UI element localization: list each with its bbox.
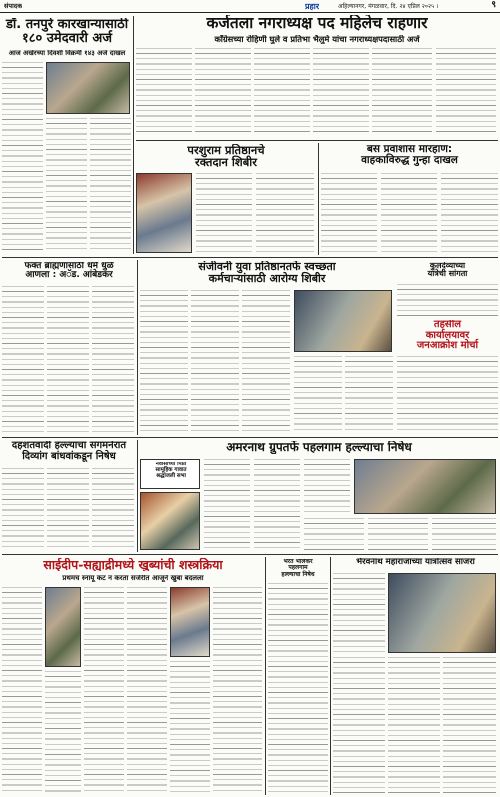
column-rule bbox=[330, 557, 331, 795]
text-column bbox=[47, 286, 89, 432]
text-column bbox=[441, 173, 498, 253]
text-column bbox=[432, 518, 496, 550]
article-karjat-subhead: कॉंग्रेसच्या रोहिणी घुले व प्रतिभा भैलुमे यांचा नगराध्यक्षपदासाठी अर्ज bbox=[214, 35, 420, 44]
text-column bbox=[368, 518, 428, 550]
text-column bbox=[84, 587, 124, 792]
article-parshuram bbox=[136, 143, 316, 255]
text-column bbox=[388, 657, 440, 793]
article-photo bbox=[45, 587, 81, 667]
headline-line-1: संजीवनी युवा प्रतिष्ठानतर्फे स्वच्छता bbox=[198, 261, 336, 273]
text-column bbox=[443, 657, 496, 793]
headline-line-2: रक्तदान शिबीर bbox=[195, 155, 257, 169]
article-photo bbox=[136, 173, 192, 253]
headline-line-2: वाहकाविरुद्ध गुन्हा दाखल bbox=[361, 154, 458, 167]
headline-line-2: कर्मचाऱ्यांसाठी आरोग्य शिबीर bbox=[208, 271, 326, 285]
text-column bbox=[92, 286, 134, 432]
section-rule bbox=[2, 437, 498, 438]
headline-line-1: नेवासाच्या पिंप्री bbox=[155, 462, 187, 467]
text-column bbox=[191, 290, 239, 432]
text-column bbox=[170, 661, 210, 792]
article-sanjivani bbox=[140, 260, 394, 435]
text-column bbox=[242, 290, 290, 432]
text-column bbox=[204, 459, 250, 549]
article-karjat bbox=[136, 14, 498, 139]
newspaper-logo: प्रहार bbox=[305, 1, 320, 11]
text-column bbox=[333, 573, 385, 653]
text-column bbox=[46, 118, 87, 252]
section-name: संपादक bbox=[4, 2, 23, 10]
text-column bbox=[254, 459, 300, 549]
text-column bbox=[140, 290, 188, 432]
text-column bbox=[313, 48, 369, 136]
headline-line-1: फक्त ब्राह्मणांसाठी धर्म धुळे bbox=[24, 262, 114, 271]
text-column bbox=[256, 173, 314, 253]
headline-line-2: आणला : अॅड. आंबेडकर bbox=[25, 270, 113, 281]
column-rule bbox=[265, 557, 266, 795]
article-parshuram-headline bbox=[136, 144, 316, 168]
text-column bbox=[45, 671, 81, 792]
headline-line-2: कार्यालयावर bbox=[425, 329, 470, 341]
text-column bbox=[92, 468, 134, 548]
text-column bbox=[127, 587, 167, 792]
text-column bbox=[397, 284, 498, 318]
text-column bbox=[2, 62, 43, 252]
article-bhairavnath bbox=[333, 557, 498, 795]
article-tahsil-headline bbox=[397, 320, 498, 352]
text-column bbox=[345, 356, 393, 432]
dateline: अहिल्यानगर, मंगळवार, दि. २४ एप्रिल २०२५ । bbox=[338, 3, 439, 10]
article-amarnath bbox=[140, 440, 498, 552]
column-rule bbox=[133, 16, 134, 254]
article-ambedkar-headline bbox=[2, 262, 136, 281]
article-tanpure-headline bbox=[2, 18, 132, 45]
text-column bbox=[2, 468, 44, 548]
article-photo bbox=[170, 587, 210, 657]
article-divyang bbox=[2, 440, 136, 550]
column-rule bbox=[137, 260, 138, 435]
text-column bbox=[436, 48, 496, 136]
text-column bbox=[47, 468, 89, 548]
headline-line-1: दहशतवादी हल्ल्याचा संगमनेरात bbox=[11, 441, 127, 451]
text-column bbox=[2, 587, 42, 792]
article-photo bbox=[354, 459, 496, 514]
article-bhairavnath-headline: भैरवनाथ महाराजांच्या यात्रोत्सव साजरा bbox=[356, 558, 475, 567]
text-column bbox=[254, 48, 310, 136]
text-column bbox=[397, 356, 498, 434]
text-column bbox=[333, 657, 385, 793]
article-bhalekar bbox=[268, 557, 328, 795]
article-karjat-headline: कर्जतला नगराध्यक्ष पद महिलेच राहणार bbox=[206, 15, 428, 32]
headline-line-2: दिव्यांग बांधवांकडून निषेध bbox=[22, 450, 116, 462]
text-column bbox=[195, 48, 251, 136]
article-saideep-subhead: प्रथमच स्नायू कट न करता सर्जरीत आजूने खुबा बदलला bbox=[62, 575, 204, 582]
text-column bbox=[381, 173, 437, 253]
article-photo bbox=[46, 62, 130, 114]
article-sanjivani-headline bbox=[140, 261, 394, 284]
article-pimpri-headline bbox=[141, 462, 200, 479]
masthead-bar bbox=[0, 0, 500, 13]
article-saideep bbox=[2, 557, 264, 795]
headline-line-2: १८० उमेदवारी अर्ज bbox=[22, 30, 112, 46]
article-photo bbox=[388, 573, 496, 653]
article-pimpri-box bbox=[140, 459, 200, 489]
section-rule bbox=[2, 257, 498, 258]
text-column bbox=[196, 173, 252, 253]
text-column bbox=[213, 587, 262, 792]
article-photo bbox=[140, 492, 200, 550]
article-bus-headline bbox=[321, 144, 498, 166]
article-kuldev bbox=[397, 260, 498, 318]
section-rule bbox=[136, 140, 498, 141]
text-column bbox=[304, 459, 350, 514]
article-tanpure-subhead: आज अखेरच्या दिवशी विक्रमी १४३ अर्ज दाखल bbox=[8, 50, 126, 57]
text-column bbox=[304, 518, 364, 550]
column-rule bbox=[318, 143, 319, 255]
article-divyang-headline bbox=[2, 441, 136, 462]
text-column bbox=[90, 118, 131, 252]
text-column bbox=[321, 173, 377, 253]
article-saideep-headline: साईदीप-सह्याद्रीमध्ये खुब्यांची शस्त्रक्रिया bbox=[43, 558, 223, 572]
article-tanpure bbox=[2, 16, 132, 256]
headline-line-1: बस प्रवाशास मारहाण: bbox=[366, 144, 453, 155]
headline-line-2: यात्रेची सांगता bbox=[427, 269, 468, 279]
article-bhalekar-headline bbox=[268, 559, 328, 578]
column-rule bbox=[137, 440, 138, 552]
headline-line-2: पहलगाम bbox=[288, 564, 308, 572]
text-column bbox=[294, 356, 342, 432]
headline-line-2: सामूहिक गावात bbox=[155, 466, 187, 473]
text-column bbox=[268, 583, 328, 793]
headline-line-1: कुलदेव्याच्या bbox=[429, 262, 466, 270]
text-column bbox=[2, 286, 44, 432]
section-rule bbox=[2, 554, 498, 555]
article-amarnath-headline: अमरनाथ ग्रुपतर्फे पहलगाम हल्ल्याचा निषेध bbox=[226, 441, 412, 454]
article-photo bbox=[294, 290, 392, 352]
headline-line-1: तहसील bbox=[433, 320, 462, 330]
article-kuldev-headline bbox=[397, 262, 498, 279]
article-tahsil bbox=[397, 320, 498, 435]
headline-line-1: डॉ. तनपुरे कारखान्यासाठी bbox=[5, 18, 129, 32]
text-column bbox=[372, 48, 432, 136]
page-number: ९ bbox=[491, 0, 496, 10]
headline-line-3: हल्ल्याचा निषेध bbox=[281, 570, 315, 578]
headline-line-1: भरत भालेकर bbox=[283, 559, 313, 565]
article-bus bbox=[321, 143, 498, 255]
text-column bbox=[136, 48, 192, 136]
article-ambedkar bbox=[2, 260, 136, 435]
headline-line-3: श्रद्धांजली सभा bbox=[156, 472, 186, 479]
headline-line-1: परशुराम प्रतिष्ठानचे bbox=[187, 144, 265, 157]
headline-line-3: जनआक्रोश मोर्चा bbox=[416, 340, 479, 351]
